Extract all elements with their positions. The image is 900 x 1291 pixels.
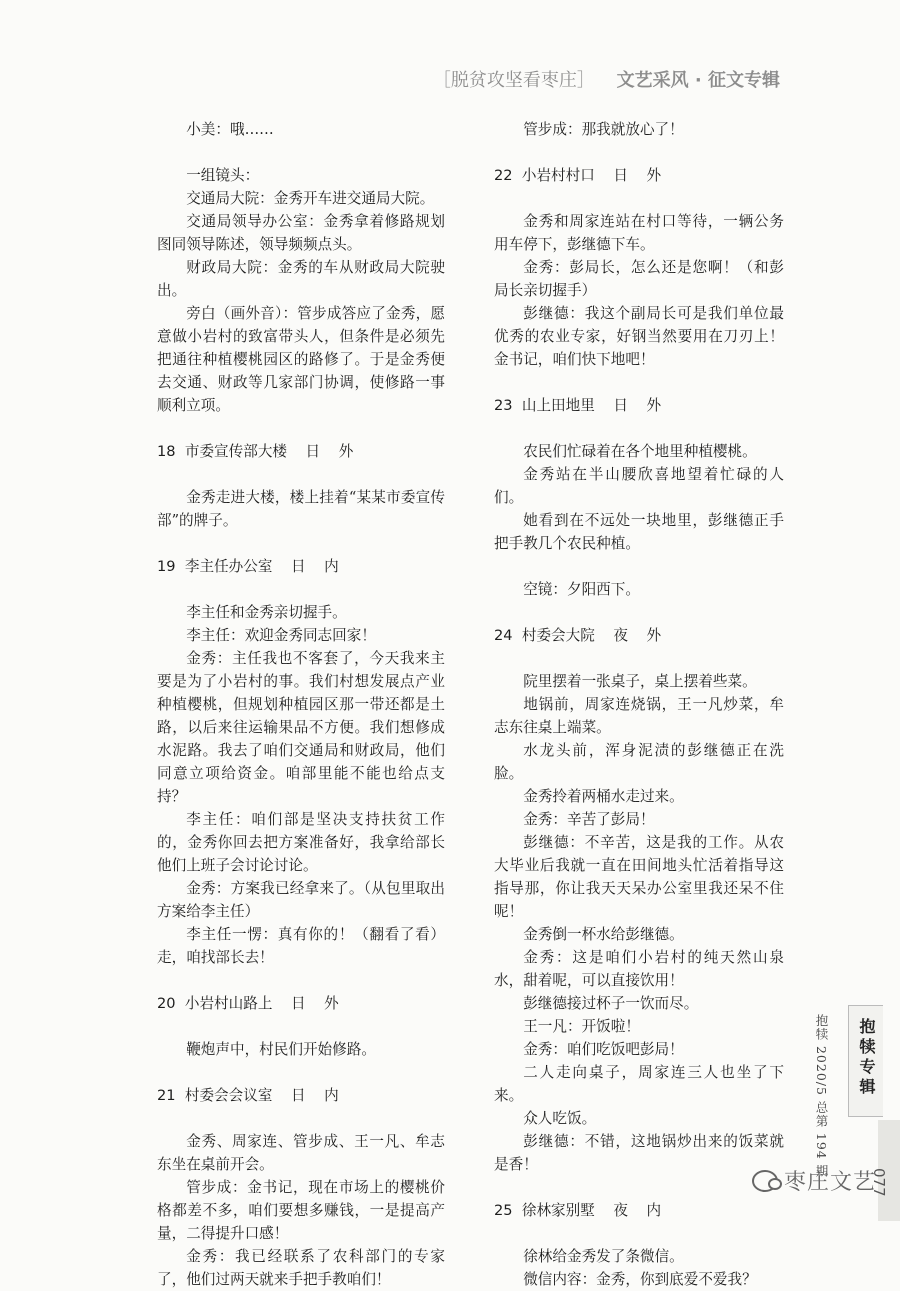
paragraph: 李主任：欢迎金秀同志回家！ [186,627,376,644]
paragraph: 金秀拎着两桶水走过来。 [523,788,684,805]
paragraph: 金秀：方案我已经拿来了。（从包里取出方案给李主任） [157,880,445,920]
spacer [494,141,784,164]
paragraph: 微信内容：金秀，你到底爱不爱我？ [523,1271,757,1288]
paragraph: 彭继德接过杯子一饮而尽。 [523,995,699,1012]
paragraph: 她看到在不远处一块地里，彭继德正手把手教几个农民种植。 [494,512,784,552]
paragraph: 金秀、周家连、管步成、王一凡、牟志东坐在桌前开会。 [157,1133,445,1173]
paragraph: 李主任一愣：真有你的！（翻看了看）走，咱找部长去！ [157,926,445,966]
spacer [494,555,784,578]
spacer [494,1222,784,1245]
paragraph: 彭继德：不错，这地锅炒出来的饭菜就是香！ [494,1133,784,1173]
scene-heading: 20 小岩村山路上 日 外 [157,995,339,1012]
spacer [494,1176,784,1199]
paragraph: 水龙头前，浑身泥渍的彭继德正在洗脸。 [494,742,784,782]
spacer [157,1015,445,1038]
paragraph: 交通局大院：金秀开车进交通局大院。 [186,190,435,207]
paragraph: 彭继德：我这个副局长可是我们单位最优秀的农业专家，好钢当然要用在刀刃上！金书记，咱们快下地吧！ [494,305,784,368]
paragraph: 金秀走进大楼，楼上挂着“某某市委宣传部”的牌子。 [157,489,445,529]
paragraph: 管步成：那我就放心了！ [523,121,684,138]
scene-heading: 19 李主任办公室 日 内 [157,558,339,575]
paragraph: 空镜：夕阳西下。 [523,581,640,598]
paragraph: 金秀：彭局长，怎么还是您啊！（和彭局长亲切握手） [494,259,784,299]
scene-heading: 24 村委会大院 夜 外 [494,627,662,644]
paragraph: 一组镜头： [186,167,260,184]
paragraph: 小美：哦…… [186,121,274,138]
scene-heading: 21 村委会会议室 日 内 [157,1087,339,1104]
paragraph: 鞭炮声中，村民们开始修路。 [186,1041,376,1058]
paragraph: 王一凡：开饭啦！ [523,1018,640,1035]
side-tab-label: 抱犊专辑 [857,1018,876,1098]
paragraph: 农民们忙碌着在各个地里种植樱桃。 [523,443,757,460]
spacer [157,1107,445,1130]
spacer [157,578,445,601]
paragraph: 金秀：这是咱们小岩村的纯天然山泉水，甜着呢，可以直接饮用！ [494,949,784,989]
paragraph: 彭继德：不辛苦，这是我的工作。从农大毕业后我就一直在田间地头忙活着指导这指导那，你让我天天呆办公室里我还呆不住呢！ [494,834,784,920]
spacer [157,1061,445,1084]
paragraph: 金秀和周家连站在村口等待，一辆公务用车停下，彭继德下车。 [494,213,784,253]
watermark [752,1165,876,1196]
scene-heading: 23 山上田地里 日 外 [494,397,662,414]
left-column [157,118,445,1291]
paragraph: 李主任和金秀亲切握手。 [186,604,347,621]
scene-heading: 22 小岩村村口 日 外 [494,167,662,184]
paragraph: 旁白（画外音）：管步成答应了金秀，愿意做小岩村的致富带头人，但条件是必须先把通往种植樱桃园区的路修了。于是金秀便去交通、财政等几家部门协调，使修路一事顺利立项。 [157,305,445,414]
paragraph: 地锅前，周家连烧锅，王一凡炒菜，牟志东往桌上端菜。 [494,696,784,736]
spacer [494,601,784,624]
paragraph: 金秀：辛苦了彭局！ [523,811,655,828]
scene-heading: 18 市委宣传部大楼 日 外 [157,443,354,460]
running-header [433,66,780,92]
paragraph: 金秀：主任我也不客套了，今天我来主要是为了小岩村的事。我们村想发展点产业种植樱桃，但规划种植园区那一带还都是土路，以后来往运输果品不方便。我们想修成水泥路。我去了咱们交通局和财政局，他们同意立项给资金。咱部里能不能也给点支持？ [157,650,445,805]
spacer [157,969,445,992]
wechat-icon [752,1170,778,1192]
spacer [494,647,784,670]
spacer [494,371,784,394]
paragraph: 交通局领导办公室：金秀拿着修路规划图同领导陈述，领导频频点头。 [157,213,445,253]
column-title: 文艺采风 · 征文专辑 [616,70,780,91]
page-number: 077 [870,1168,888,1197]
section-title: ［脱贫攻坚看枣庄］ [432,70,595,91]
paragraph: 徐林给金秀发了条微信。 [523,1248,684,1265]
spacer [157,463,445,486]
paragraph: 管步成：金书记，现在市场上的樱桃价格都差不多，咱们要想多赚钱，一是提高产量，二得提升口感！ [157,1179,445,1242]
spacer [157,417,445,440]
paragraph: 金秀倒一杯水给彭继德。 [523,926,684,943]
paragraph: 二人走向桌子，周家连三人也坐了下来。 [494,1064,784,1104]
paragraph: 李主任：咱们部是坚决支持扶贫工作的，金秀你回去把方案准备好，我拿给部长他们上班子会讨论讨论。 [157,811,445,874]
paragraph: 众人吃饭。 [523,1110,597,1127]
paragraph: 金秀站在半山腰欣喜地望着忙碌的人们。 [494,466,784,506]
spacer [494,417,784,440]
right-column [494,118,784,1291]
spacer [494,187,784,210]
paragraph: 院里摆着一张桌子，桌上摆着些菜。 [523,673,757,690]
scene-heading: 25 徐林家别墅 夜 内 [494,1202,662,1219]
spacer [157,532,445,555]
paragraph: 财政局大院：金秀的车从财政局大院驶出。 [157,259,445,299]
journal-issue-info: 抱犊 2020/5 总第 194 期 [814,1014,829,1179]
paragraph: 金秀：咱们吃饭吧彭局！ [523,1041,684,1058]
spacer [157,141,445,164]
paragraph: 金秀：我已经联系了农科部门的专家了，他们过两天就来手把手教咱们！ [157,1248,445,1288]
watermark-text: 枣庄文艺 [784,1170,877,1195]
